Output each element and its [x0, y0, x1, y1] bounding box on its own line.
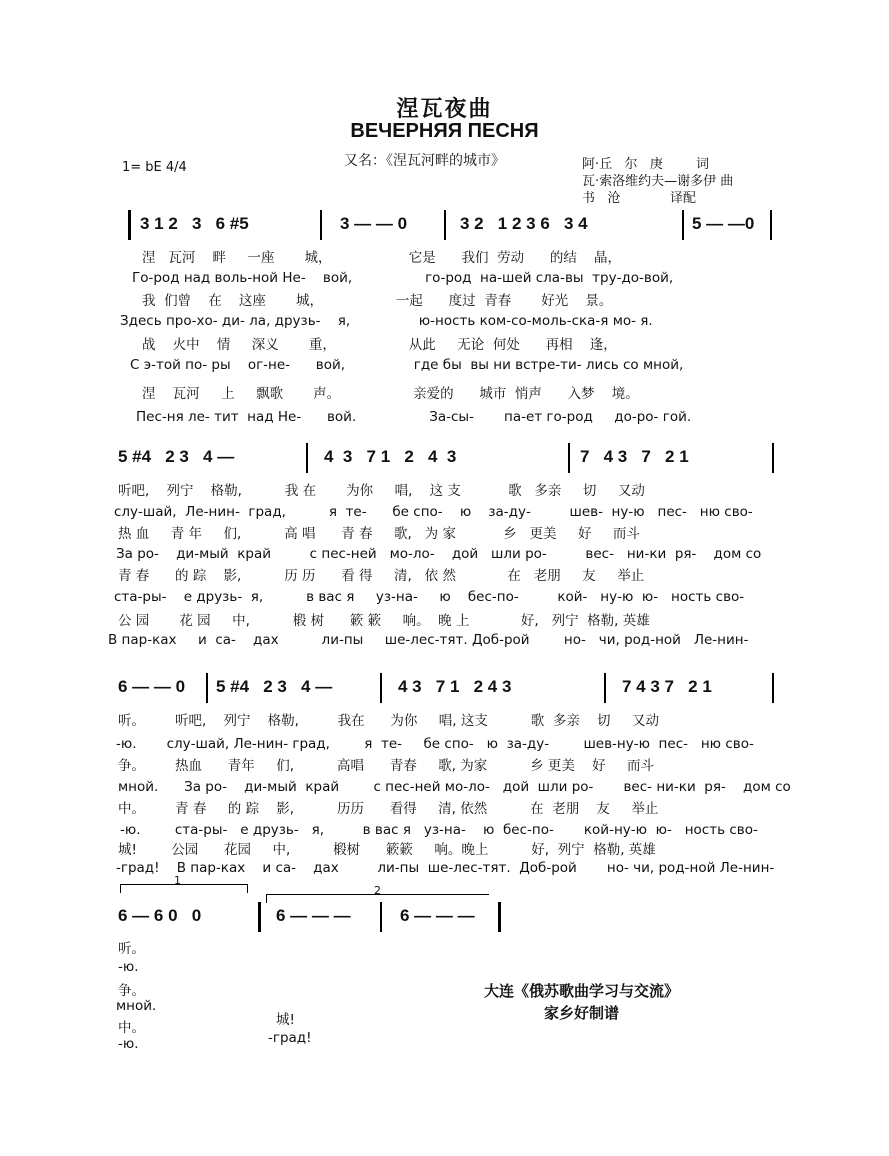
- lyric-line: 中。 青 春 的 踪 影, 历历 看得 清, 依然 在 老朋 友 举止: [118, 801, 659, 817]
- lyric-line: 我 们曾 在 这座 城， 一起 度过 青春 好光 景。: [142, 293, 613, 309]
- lyric-line: 听。: [118, 941, 145, 957]
- notation-segment: 6 — 6 0 0: [118, 906, 202, 925]
- notation-segment: 3 1 2 3 6 #5: [140, 214, 249, 233]
- lyric-line: -ю. слу-шай, Ле-нин- град, я те- бе спо- ю за-ду- шев-ну-ю пес- ню сво-: [116, 736, 754, 752]
- notation-segment: 7 4 3 7 2 1: [580, 447, 689, 466]
- notation-segment: 4 3 7 1 2 4 3: [398, 677, 512, 696]
- lyric-line: С э-той по- ры ог-не- вой, где бы вы ни встре-ти- лись со мной,: [130, 357, 684, 373]
- lyric-line: -ю. ста-ры- е друзь- я, в вас я уз-на- ю бес-по- кой-ну-ю ю- ность сво-: [120, 822, 758, 838]
- song-alias: 又名：《涅瓦河畔的城市》: [344, 153, 505, 169]
- lyric-line: ста-ры- е друзь- я, в вас я уз-на- ю бес-по- кой- ну-ю ю- ность сво-: [114, 589, 745, 605]
- notation-segment: 4 3 7 1 2 4 3: [324, 447, 457, 466]
- credit-translator: 书 沧 译配: [582, 191, 696, 206]
- volta-1-bracket: [120, 884, 248, 893]
- lyric-line: 争。: [118, 983, 145, 999]
- notation-segment: 6 — — 0: [118, 677, 186, 696]
- credits: [582, 156, 733, 207]
- lyric-line: Здесь про-хо- ди- ла, друзь- я, ю-ность ком-со-моль-ска-я мо- я.: [120, 313, 653, 329]
- song-title-chinese: 涅瓦夜曲: [396, 96, 493, 122]
- lyric-line: -ю.: [118, 959, 139, 975]
- notation-segment: 6 — — —: [400, 906, 475, 925]
- notation-segment: 3 2 1 2 3 6 3 4: [460, 214, 588, 233]
- footer-line-2: 家乡好制谱: [544, 1004, 620, 1022]
- notation-segment: 7 4 3 7 2 1: [622, 677, 712, 696]
- credit-lyricist: 阿·丘 尔 庚 词: [582, 157, 709, 172]
- lyric-line: 涅 瓦河 上 飘歌 声。 亲爱的 城市 悄声 入梦 境。: [142, 386, 639, 402]
- footer-line-1: 大连《俄苏歌曲学习与交流》: [484, 982, 680, 1000]
- notation-segment: 5 #4 2 3 4 —: [118, 447, 235, 466]
- lyric-line: 青 春 的 踪 影, 历 历 看 得 清, 依 然 在 老朋 友 举止: [118, 568, 645, 584]
- lyric-line: мной.: [116, 998, 157, 1014]
- volta-2-label: 2: [374, 884, 381, 897]
- lyric-line: 涅 瓦河 畔 一座 城， 它是 我们 劳动 的结 晶，: [142, 250, 622, 266]
- lyric-line: 战 火中 情 深义 重， 从此 无论 何处 再相 逢，: [142, 337, 617, 353]
- lyric-line: -град! В пар-ках и са- дах ли-пы ше-лес-тят. Доб-рой но- чи, род-ной Ле-нин-: [116, 860, 775, 876]
- lyric-line: 中。: [118, 1020, 145, 1036]
- lyric-line: 争。 热血 青年 们, 高唱 青春 歌, 为家 乡 更美 好 而斗: [118, 758, 655, 774]
- lyric-line: 公 园 花 园 中, 椴 树 簌 簌 响。 晚 上 好, 列宁 格勒, 英雄: [118, 613, 650, 629]
- lyric-line: Пес-ня ле- тит над Не- вой. За-сы- па-ет го-род до-ро- гой.: [136, 409, 692, 425]
- lyric-line: 热 血 青 年 们, 高 唱 青 春 歌, 为 家 乡 更美 好 而斗: [118, 526, 640, 542]
- notation-segment: 5 — —0: [692, 214, 755, 233]
- notation-segment: 3 — — 0: [340, 214, 408, 233]
- lyric-line: Го-род над воль-ной Не- вой, го-род на-шей сла-вы тру-до-вой,: [132, 270, 674, 286]
- notation-segment: 6 — — —: [276, 906, 351, 925]
- lyric-line: мной. За ро- ди-мый край с пес-ней мо-ло- дой шли ро- вес- ни-ки ря- дом со: [118, 779, 791, 795]
- lyric-line: 听吧, 列宁 格勒, 我 在 为你 唱, 这 支 歌 多亲 切 又动: [118, 483, 645, 499]
- lyric-line: За ро- ди-мый край с пес-ней мо-ло- дой шли ро- вес- ни-ки ря- дом со: [116, 546, 762, 562]
- lyric-line: 城!: [276, 1012, 295, 1028]
- lyric-line: В пар-ках и са- дах ли-пы ше-лес-тят. Доб-рой но- чи, род-ной Ле-нин-: [108, 632, 749, 648]
- volta-1-label: 1: [174, 874, 181, 887]
- lyric-line: 听。 听吧, 列宁 格勒, 我在 为你 唱, 这支 歌 多亲 切 又动: [118, 713, 659, 729]
- lyric-line: 城! 公园 花园 中, 椴树 簌簌 响。晚上 好, 列宁 格勒, 英雄: [118, 842, 656, 858]
- key-signature: 1= bE 4/4: [122, 160, 187, 175]
- lyric-line: -ю.: [118, 1036, 139, 1052]
- credit-composer: 瓦·索洛维约夫—谢多伊 曲: [582, 174, 734, 189]
- lyric-line: слу-шай, Ле-нин- град, я те- бе спо- ю за-ду- шев- ну-ю пес- ню сво-: [114, 504, 753, 520]
- notation-segment: 5 #4 2 3 4 —: [216, 677, 333, 696]
- song-title-russian: ВЕЧЕРНЯЯ ПЕСНЯ: [350, 120, 539, 142]
- footer-credit: [484, 980, 679, 1024]
- lyric-line: -град!: [268, 1030, 312, 1046]
